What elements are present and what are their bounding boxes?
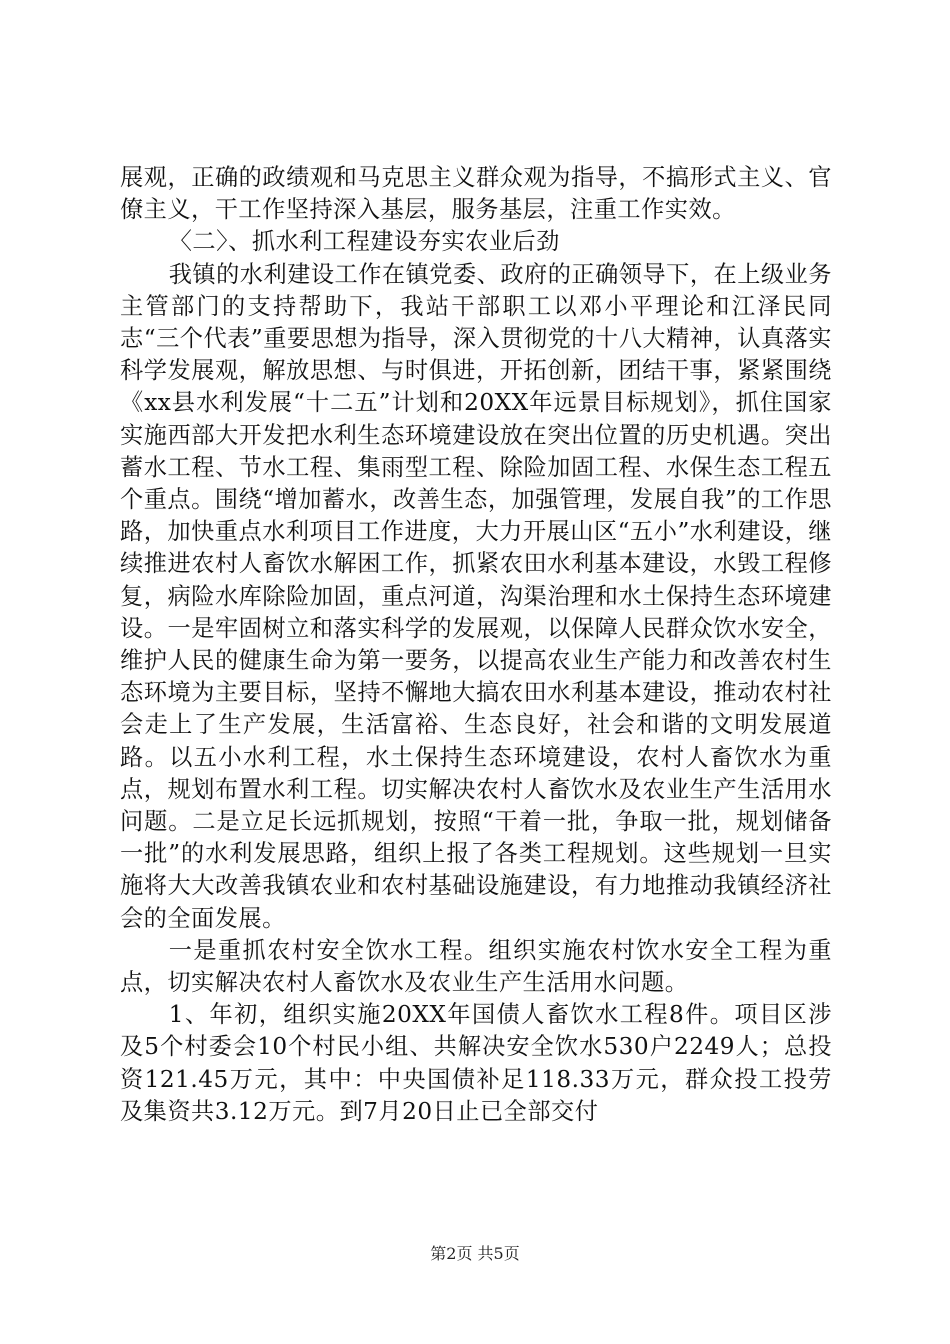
paragraph-item-1: 1、年初，组织实施20XX年国债人畜饮水工程8件。项目区涉及5个村委会10个村民小组、共解决安全饮水530户2249人；总投资121.45万元，其中：中央国债补足118.33万元，群众投工投劳及集资共3.12万元。到7月20日止已全部交付 [120,1001,832,1125]
page-number-footer: 第2页 共5页 [430,1244,520,1263]
section-heading: 〈二〉、抓水利工程建设夯实农业后劲 [168,228,560,256]
paragraph-continuation: 展观，正确的政绩观和马克思主义群众观为指导，不搞形式主义、官僚主义，干工作坚持深入基层，服务基层，注重工作实效。 [120,164,832,224]
document-body [120,162,832,1128]
paragraph-drinking-water: 一是重抓农村安全饮水工程。组织实施农村饮水安全工程为重点，切实解决农村人畜饮水及农业生产生活用水问题。 [120,936,832,997]
paragraph-water-conservancy: 我镇的水利建设工作在镇党委、政府的正确领导下，在上级业务主管部门的支持帮助下，我站干部职工以邓小平理论和江泽民同志“三个代表”重要思想为指导，深入贯彻党的十八大精神，认真落实科学发展观，解放思想、与时俱进，开拓创新，团结干事，紧紧围绕《xx县水利发展“十二五”计划和20XX年远景目标规划》，抓住国家实施西部大开发把水利生态环境建设放在突出位置的历史机遇。突出蓄水工程、节水工程、集雨型工程、除险加固工程、水保生态工程五个重点。围绕“增加蓄水，改善生态，加强管理，发展自我”的工作思路，加快重点水利项目工作进度，大力开展山区“五小”水利建设，继续推进农村人畜饮水解困工作，抓紧农田水利基本建设，水毁工程修复，病险水库除险加固，重点河道，沟渠治理和水土保持生态环境建设。一是牢固树立和落实科学的发展观，以保障人民群众饮水安全，维护人民的健康生命为第一要务，以提高农业生产能力和改善农村生态环境为主要目标，坚持不懈地大搞农田水利基本建设，推动农村社会走上了生产发展，生活富裕、生态良好，社会和谐的文明发展道路。以五小水利工程，水土保持生态环境建设，农村人畜饮水为重点，规划布置水利工程。切实解决农村人畜饮水及农业生产生活用水问题。二是立足长远抓规划，按照“干着一批，争取一批，规划储备一批”的水利发展思路，组织上报了各类工程规划。这些规划一旦实施将大大改善我镇农业和农村基础设施建设，有力地推动我镇经济社会的全面发展。 [120,260,832,932]
